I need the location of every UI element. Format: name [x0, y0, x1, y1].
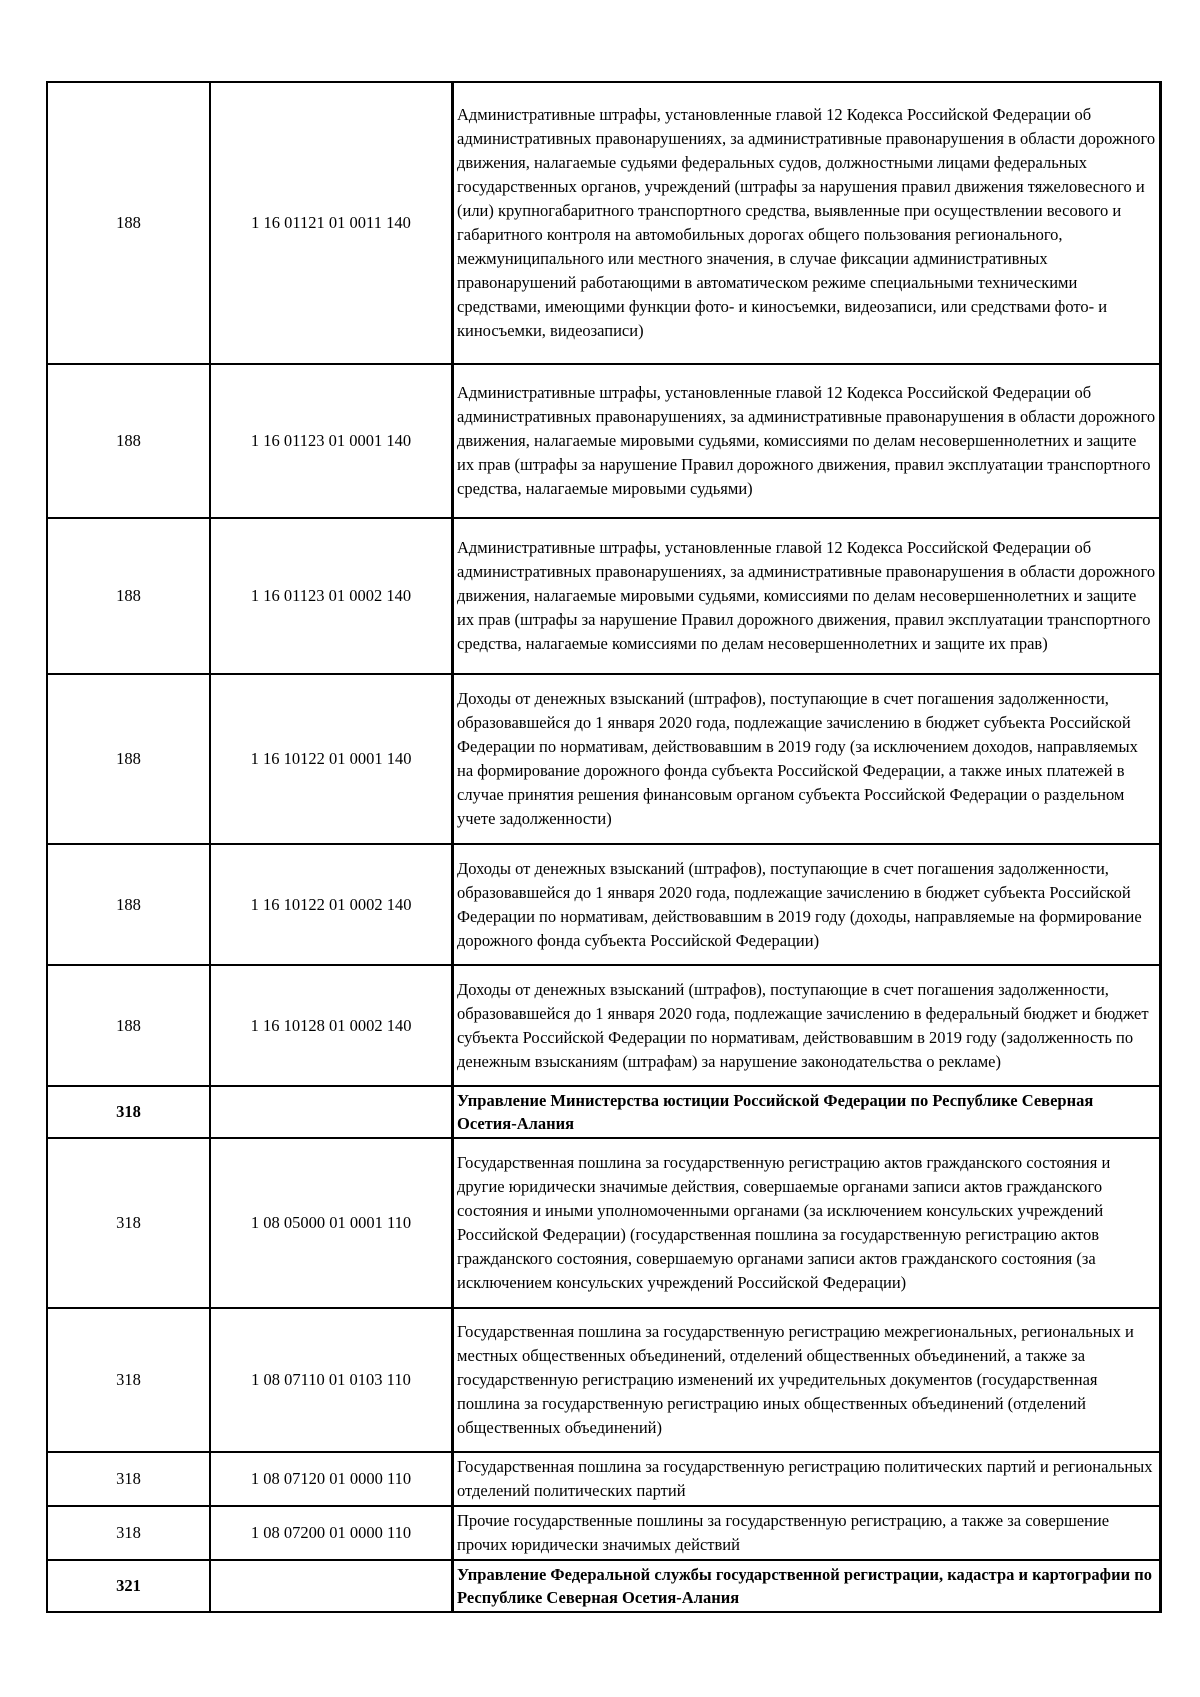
admin-code-cell: 188 — [47, 82, 210, 364]
description-cell: Административные штрафы, установленные главой 12 Кодекса Российской Федерации об административных правонарушениях, за административные правонарушения в области дорожного движения, налагаемые мировыми судьями, комиссиями по делам несовершеннолетних и защите их прав (штрафы за нарушение Правил дорожного движения, правил эксплуатации транспортного средства, налагаемые мировыми судьями) — [453, 364, 1161, 518]
description-cell: Доходы от денежных взысканий (штрафов), поступающие в счет погашения задолженности, образовавшейся до 1 января 2020 года, подлежащие зачислению в бюджет субъекта Российской Федерации по нормативам, действовавшим в 2019 году (доходы, направляемые на формирование дорожного фонда субъекта Российской Федерации) — [453, 844, 1161, 965]
table-row — [47, 844, 1161, 965]
budget-code-cell: 1 08 07120 01 0000 110 — [210, 1452, 453, 1506]
document-page — [46, 81, 1162, 1613]
budget-code-cell: 1 16 01123 01 0001 140 — [210, 364, 453, 518]
admin-code-cell: 188 — [47, 965, 210, 1086]
budget-code-cell: 1 16 10122 01 0001 140 — [210, 674, 453, 844]
budget-code-table — [46, 81, 1162, 1613]
admin-code-cell: 318 — [47, 1308, 210, 1452]
budget-code-cell: 1 16 10122 01 0002 140 — [210, 844, 453, 965]
table-row — [47, 965, 1161, 1086]
admin-code-cell: 318 — [47, 1086, 210, 1138]
table-row — [47, 1138, 1161, 1308]
section-header-row — [47, 1086, 1161, 1138]
description-cell: Административные штрафы, установленные главой 12 Кодекса Российской Федерации об административных правонарушениях, за административные правонарушения в области дорожного движения, налагаемые судьями федеральных судов, должностными лицами федеральных государственных органов, учреждений (штрафы за нарушения правил движения тяжеловесного и (или) крупногабаритного транспортного средства, выявленные при осуществлении весового и габаритного контроля на автомобильных дорогах общего пользования регионального, межмуниципального или местного значения, в случае фиксации административных правонарушений работающими в автоматическом режиме специальными техническими средствами, имеющими функции фото- и киносъемки, видеозаписи, или средствами фото- и киносъемки, видеозаписи) — [453, 82, 1161, 364]
table-row — [47, 1308, 1161, 1452]
budget-code-cell — [210, 1560, 453, 1612]
admin-code-cell: 188 — [47, 844, 210, 965]
budget-code-cell: 1 16 10128 01 0002 140 — [210, 965, 453, 1086]
admin-code-cell: 188 — [47, 518, 210, 674]
budget-code-cell — [210, 1086, 453, 1138]
budget-code-cell: 1 16 01121 01 0011 140 — [210, 82, 453, 364]
admin-code-cell: 318 — [47, 1138, 210, 1308]
description-cell: Доходы от денежных взысканий (штрафов), поступающие в счет погашения задолженности, образовавшейся до 1 января 2020 года, подлежащие зачислению в федеральный бюджет и бюджет субъекта Российской Федерации по нормативам, действовавшим в 2019 году (задолженность по денежным взысканиям (штрафам) за нарушение законодательства о рекламе) — [453, 965, 1161, 1086]
budget-code-cell: 1 16 01123 01 0002 140 — [210, 518, 453, 674]
table-row — [47, 1506, 1161, 1560]
admin-code-cell: 188 — [47, 364, 210, 518]
description-cell: Доходы от денежных взысканий (штрафов), поступающие в счет погашения задолженности, образовавшейся до 1 января 2020 года, подлежащие зачислению в бюджет субъекта Российской Федерации по нормативам, действовавшим в 2019 году (за исключением доходов, направляемых на формирование дорожного фонда субъекта Российской Федерации, а также иных платежей в случае принятия решения финансовым органом субъекта Российской Федерации о раздельном учете задолженности) — [453, 674, 1161, 844]
table-row — [47, 82, 1161, 364]
budget-code-cell: 1 08 05000 01 0001 110 — [210, 1138, 453, 1308]
table-row — [47, 674, 1161, 844]
description-cell: Административные штрафы, установленные главой 12 Кодекса Российской Федерации об административных правонарушениях, за административные правонарушения в области дорожного движения, налагаемые мировыми судьями, комиссиями по делам несовершеннолетних и защите их прав (штрафы за нарушение Правил дорожного движения, правил эксплуатации транспортного средства, налагаемые комиссиями по делам несовершеннолетних и защите их прав) — [453, 518, 1161, 674]
section-title: Управление Министерства юстиции Российской Федерации по Республике Северная Осетия-Алания — [453, 1086, 1161, 1138]
admin-code-cell: 188 — [47, 674, 210, 844]
description-cell: Прочие государственные пошлины за государственную регистрацию, а также за совершение прочих юридически значимых действий — [453, 1506, 1161, 1560]
description-cell: Государственная пошлина за государственную регистрацию политических партий и региональных отделений политических партий — [453, 1452, 1161, 1506]
table-row — [47, 518, 1161, 674]
admin-code-cell: 318 — [47, 1506, 210, 1560]
description-cell: Государственная пошлина за государственную регистрацию актов гражданского состояния и другие юридически значимые действия, совершаемые органами записи актов гражданского состояния и иными уполномоченными органами (за исключением консульских учреждений Российской Федерации) (государственная пошлина за государственную регистрацию актов гражданского состояния, совершаемую органами записи актов гражданского состояния (за исключением консульских учреждений Российской Федерации) — [453, 1138, 1161, 1308]
table-row — [47, 1452, 1161, 1506]
admin-code-cell: 318 — [47, 1452, 210, 1506]
budget-code-cell: 1 08 07200 01 0000 110 — [210, 1506, 453, 1560]
admin-code-cell: 321 — [47, 1560, 210, 1612]
table-row — [47, 364, 1161, 518]
budget-code-cell: 1 08 07110 01 0103 110 — [210, 1308, 453, 1452]
section-header-row — [47, 1560, 1161, 1612]
section-title: Управление Федеральной службы государственной регистрации, кадастра и картографии по Республике Северная Осетия-Алания — [453, 1560, 1161, 1612]
description-cell: Государственная пошлина за государственную регистрацию межрегиональных, региональных и местных общественных объединений, отделений общественных объединений, а также за государственную регистрацию изменений их учредительных документов (государственная пошлина за государственную регистрацию иных общественных объединений (отделений общественных объединений) — [453, 1308, 1161, 1452]
